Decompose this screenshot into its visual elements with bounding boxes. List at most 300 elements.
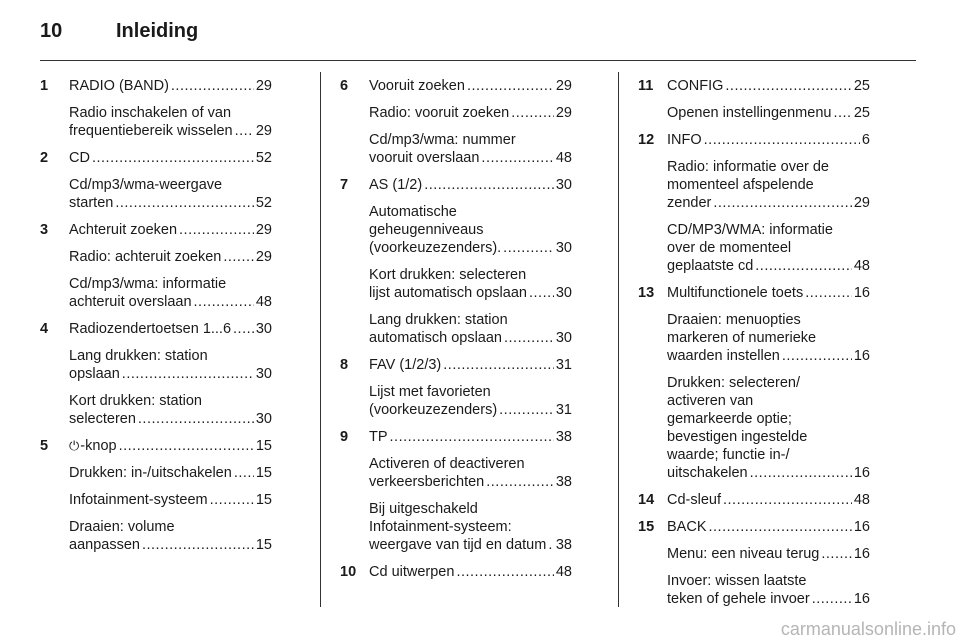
dot-leader <box>390 428 554 446</box>
entry-text: TP <box>369 429 388 445</box>
dot-leader <box>235 122 254 140</box>
entry-text: uitschakelen <box>667 465 748 481</box>
entry-number <box>638 311 667 365</box>
entry-line <box>69 464 272 482</box>
entry-line <box>369 77 572 95</box>
page-reference[interactable]: 30 <box>555 330 572 346</box>
page-reference[interactable]: 6 <box>861 132 870 148</box>
dot-leader <box>548 536 554 554</box>
page-reference[interactable]: 48 <box>853 492 870 508</box>
page-reference[interactable]: 31 <box>555 402 572 418</box>
dot-leader <box>704 131 860 149</box>
entry-number <box>40 518 69 554</box>
entry-body <box>69 347 272 383</box>
entry-line <box>369 563 572 581</box>
entry-line <box>667 491 870 509</box>
entry-text: Kort drukken: selecteren <box>369 267 527 283</box>
entry-number <box>40 275 69 311</box>
entry-number <box>638 104 667 122</box>
index-entry <box>340 500 572 554</box>
entry-line <box>667 311 870 329</box>
page-reference[interactable]: 29 <box>255 123 272 139</box>
entry-line <box>369 221 572 239</box>
dot-leader <box>115 194 254 212</box>
index-entry <box>340 266 572 302</box>
dot-leader <box>142 536 254 554</box>
entry-line <box>667 77 870 95</box>
entry-number: 4 <box>40 321 49 337</box>
index-entry <box>638 311 870 365</box>
entry-text: aanpassen <box>69 537 140 553</box>
page-reference[interactable]: 38 <box>555 474 572 490</box>
entry-line <box>667 329 870 347</box>
entry-text: Draaien: volume <box>69 519 175 535</box>
entry-line <box>667 158 870 176</box>
dot-leader <box>481 149 553 167</box>
entry-text: Radio: achteruit zoeken <box>69 249 222 265</box>
entry-text: CD/MP3/WMA: informatie <box>667 222 833 238</box>
entry-text: frequentiebereik wisselen <box>69 123 233 139</box>
entry-body <box>369 563 572 581</box>
entry-body <box>667 158 870 212</box>
page-reference[interactable]: 16 <box>853 546 870 562</box>
entry-line <box>369 203 572 221</box>
dot-leader <box>713 194 852 212</box>
entry-number: 3 <box>40 222 49 238</box>
entry-line <box>369 473 572 491</box>
index-entry <box>340 176 572 194</box>
entry-line <box>667 284 870 302</box>
entry-line <box>69 176 272 194</box>
entry-text: CD <box>69 150 90 166</box>
index-entry <box>340 455 572 491</box>
entry-text: over de momenteel <box>667 240 792 256</box>
page-reference[interactable]: 15 <box>255 492 272 508</box>
entry-line <box>667 257 870 275</box>
page-reference[interactable]: 25 <box>853 105 870 121</box>
dot-leader <box>504 329 554 347</box>
entry-line <box>69 518 272 536</box>
index-entry <box>340 356 572 374</box>
entry-line <box>369 356 572 374</box>
entry-text: markeren of numerieke <box>667 330 817 346</box>
entry-body <box>667 284 870 302</box>
entry-line <box>667 221 870 239</box>
index-entry <box>40 176 272 212</box>
entry-line <box>667 572 870 590</box>
header-rule <box>40 60 916 61</box>
entry-line <box>667 347 870 365</box>
entry-number <box>40 104 69 140</box>
dot-leader <box>424 176 554 194</box>
entry-number: 5 <box>40 438 49 454</box>
index-entry <box>638 491 870 509</box>
page-reference[interactable]: 30 <box>255 321 272 337</box>
dot-leader <box>833 104 851 122</box>
dot-leader <box>750 464 852 482</box>
page-reference[interactable]: 29 <box>255 249 272 265</box>
index-entry <box>638 104 870 122</box>
index-entry <box>40 149 272 167</box>
entry-text: Radio: informatie over de <box>667 159 829 175</box>
entry-number <box>40 464 69 482</box>
entry-body <box>667 311 870 365</box>
page-reference[interactable]: 31 <box>555 357 572 373</box>
entry-line <box>69 392 272 410</box>
entry-line <box>369 383 572 401</box>
dot-leader <box>709 518 852 536</box>
entry-text: verkeersberichten <box>369 474 485 490</box>
page-reference[interactable]: 16 <box>853 285 870 301</box>
entry-body <box>667 374 870 482</box>
page-reference[interactable]: 29 <box>853 195 870 211</box>
page-reference[interactable]: 16 <box>853 591 870 607</box>
dot-leader <box>223 248 254 266</box>
entry-line <box>369 311 572 329</box>
entry-line <box>369 455 572 473</box>
dot-leader <box>725 77 851 95</box>
entry-text: (voorkeuzezenders) <box>369 402 498 418</box>
page-title: Inleiding <box>116 20 199 42</box>
column-divider <box>320 72 321 607</box>
dot-leader <box>805 284 852 302</box>
entry-line <box>69 104 272 122</box>
entry-text: Radio inschakelen of van <box>69 105 232 121</box>
page-reference[interactable]: 38 <box>555 429 572 445</box>
dot-leader <box>821 545 852 563</box>
entry-line <box>69 293 272 311</box>
entry-number: 7 <box>340 177 349 193</box>
entry-line <box>667 194 870 212</box>
index-entry <box>638 131 870 149</box>
entry-line <box>667 239 870 257</box>
entry-line <box>369 239 572 257</box>
entry-text: gemarkeerde optie; <box>667 411 792 427</box>
index-entry <box>40 275 272 311</box>
entry-text: geheugenniveaus <box>369 222 484 238</box>
entry-body <box>667 518 870 536</box>
entry-text: Infotainment-systeem: <box>369 519 512 535</box>
page-reference[interactable]: 30 <box>555 177 572 193</box>
entry-number <box>40 491 69 509</box>
entry-body <box>369 356 572 374</box>
entry-body <box>667 104 870 122</box>
entry-text: zender <box>667 195 712 211</box>
dot-leader <box>782 347 852 365</box>
entry-text: RADIO (BAND) <box>69 78 169 94</box>
page-reference[interactable]: 15 <box>255 537 272 553</box>
entry-text: weergave van tijd en datum <box>369 537 547 553</box>
entry-body <box>369 500 572 554</box>
index-entry <box>40 320 272 338</box>
entry-text: bevestigen ingestelde <box>667 429 808 445</box>
entry-line <box>69 365 272 383</box>
entry-text: activeren van <box>667 393 754 409</box>
dot-leader <box>486 473 554 491</box>
dot-leader <box>233 320 254 338</box>
dot-leader <box>511 104 554 122</box>
index-entry <box>40 464 272 482</box>
entry-number: 13 <box>638 285 655 301</box>
entry-line <box>369 266 572 284</box>
entry-body <box>369 455 572 491</box>
index-entry <box>340 203 572 257</box>
entry-line <box>369 518 572 536</box>
entry-line <box>369 536 572 554</box>
entry-text: Cd/mp3/wma: informatie <box>69 276 227 292</box>
index-entry <box>40 104 272 140</box>
entry-body <box>69 275 272 311</box>
dot-leader <box>179 221 254 239</box>
dot-leader <box>171 77 254 95</box>
dot-leader <box>194 293 254 311</box>
entry-line <box>69 194 272 212</box>
page-reference[interactable]: 29 <box>555 105 572 121</box>
entry-line <box>667 464 870 482</box>
entry-line <box>369 104 572 122</box>
entry-body <box>69 176 272 212</box>
page-reference[interactable]: 29 <box>255 222 272 238</box>
index-entry <box>40 347 272 383</box>
page-reference[interactable]: 30 <box>555 240 572 256</box>
entry-body <box>69 464 272 482</box>
index-entry <box>40 437 272 455</box>
entry-line <box>667 590 870 608</box>
entry-line <box>369 401 572 419</box>
dot-leader <box>210 491 254 509</box>
page-reference[interactable]: 30 <box>255 411 272 427</box>
entry-text: Lang drukken: station <box>369 312 508 328</box>
entry-body <box>69 437 272 455</box>
entry-number: 2 <box>40 150 49 166</box>
entry-text: Openen instellingenmenu <box>667 105 832 121</box>
entry-body <box>667 491 870 509</box>
page-reference[interactable]: 15 <box>255 438 272 454</box>
entry-text: Radiozendertoetsen 1...6 <box>69 321 232 337</box>
entry-text: momenteel afspelende <box>667 177 814 193</box>
entry-text: Menu: een niveau terug <box>667 546 820 562</box>
entry-line <box>667 545 870 563</box>
entry-number <box>340 455 369 491</box>
entry-body <box>69 518 272 554</box>
dot-leader <box>499 401 554 419</box>
index-column-3 <box>638 77 870 617</box>
page-reference[interactable]: 16 <box>853 519 870 535</box>
entry-line <box>369 284 572 302</box>
entry-number <box>638 572 667 608</box>
entry-text: Cd uitwerpen <box>369 564 455 580</box>
entry-text: FAV (1/2/3) <box>369 357 442 373</box>
entry-body <box>667 221 870 275</box>
entry-number <box>40 248 69 266</box>
entry-number <box>638 374 667 482</box>
page-header <box>40 20 916 48</box>
entry-number <box>40 392 69 428</box>
entry-text: CONFIG <box>667 78 724 94</box>
entry-text: BACK <box>667 519 707 535</box>
index-entry <box>40 248 272 266</box>
dot-leader <box>456 563 553 581</box>
entry-number: 14 <box>638 492 655 508</box>
index-entry <box>340 131 572 167</box>
entry-line <box>69 77 272 95</box>
entry-number: 1 <box>40 78 49 94</box>
entry-body <box>369 77 572 95</box>
entry-text: achteruit overslaan <box>69 294 192 310</box>
index-entry <box>340 77 572 95</box>
entry-text: Cd/mp3/wma: nummer <box>369 132 516 148</box>
entry-body <box>667 545 870 563</box>
entry-number: 11 <box>638 78 654 94</box>
entry-text: Drukken: in-/uitschakelen <box>69 465 232 481</box>
entry-text: AS (1/2) <box>369 177 423 193</box>
entry-text: waarde; functie in-/ <box>667 447 790 463</box>
entry-number <box>340 500 369 554</box>
entry-text: waarden instellen <box>667 348 780 364</box>
page-reference[interactable]: 15 <box>255 465 272 481</box>
entry-number: 12 <box>638 132 655 148</box>
page-reference[interactable]: 48 <box>555 150 572 166</box>
entry-line <box>69 122 272 140</box>
entry-body <box>667 77 870 95</box>
index-entry <box>638 77 870 95</box>
entry-body <box>69 221 272 239</box>
power-icon: ⏻ <box>69 438 80 453</box>
page-reference[interactable]: 16 <box>853 348 870 364</box>
index-entry <box>638 572 870 608</box>
entry-number: 9 <box>340 429 349 445</box>
entry-number <box>638 221 667 275</box>
column-divider <box>618 72 619 607</box>
index-entry <box>638 158 870 212</box>
page-reference[interactable]: 29 <box>255 78 272 94</box>
entry-line <box>69 149 272 167</box>
entry-text: Invoer: wissen laatste <box>667 573 807 589</box>
entry-number <box>340 203 369 257</box>
page-reference[interactable]: 48 <box>255 294 272 310</box>
entry-body <box>69 320 272 338</box>
entry-line <box>369 176 572 194</box>
entry-text: Activeren of deactiveren <box>369 456 525 472</box>
entry-line <box>69 491 272 509</box>
page-reference[interactable]: 52 <box>255 150 272 166</box>
entry-text: Multifunctionele toets <box>667 285 804 301</box>
entry-line <box>69 320 272 338</box>
entry-number: 8 <box>340 357 349 373</box>
entry-text: Lijst met favorieten <box>369 384 491 400</box>
entry-line <box>667 518 870 536</box>
index-entry <box>340 311 572 347</box>
entry-number: 6 <box>340 78 349 94</box>
index-entry <box>340 104 572 122</box>
index-entry <box>40 392 272 428</box>
entry-text: Bij uitgeschakeld <box>369 501 478 517</box>
index-entry <box>638 221 870 275</box>
entry-number <box>638 545 667 563</box>
dot-leader <box>119 437 254 455</box>
dot-leader <box>529 284 554 302</box>
entry-body <box>369 104 572 122</box>
entry-number: 10 <box>340 564 357 580</box>
page-reference[interactable]: 38 <box>555 537 572 553</box>
entry-number <box>40 176 69 212</box>
entry-line <box>369 131 572 149</box>
entry-body <box>69 392 272 428</box>
entry-text: automatisch opslaan <box>369 330 502 346</box>
page-reference[interactable]: 16 <box>853 465 870 481</box>
dot-leader <box>443 356 554 374</box>
page-reference[interactable]: 30 <box>255 366 272 382</box>
entry-text: vooruit overslaan <box>369 150 480 166</box>
index-entry <box>340 563 572 581</box>
entry-text: Drukken: selecteren/ <box>667 375 800 391</box>
page-reference[interactable]: 48 <box>853 258 870 274</box>
entry-text: Kort drukken: station <box>69 393 202 409</box>
entry-text: selecteren <box>69 411 136 427</box>
entry-line <box>667 104 870 122</box>
index-column-1 <box>40 77 272 563</box>
index-entry <box>40 491 272 509</box>
entry-body <box>369 266 572 302</box>
dot-leader <box>812 590 852 608</box>
entry-text: lijst automatisch opslaan <box>369 285 527 301</box>
entry-number <box>340 383 369 419</box>
entry-line <box>69 437 272 455</box>
entry-line <box>667 392 870 410</box>
page-reference[interactable]: 30 <box>555 285 572 301</box>
entry-line <box>69 248 272 266</box>
page-reference[interactable]: 48 <box>555 564 572 580</box>
index-entry <box>40 77 272 95</box>
entry-number <box>340 311 369 347</box>
entry-number <box>340 104 369 122</box>
entry-text: Radio: vooruit zoeken <box>369 105 510 121</box>
dot-leader <box>92 149 254 167</box>
entry-text: Draaien: menuopties <box>667 312 801 328</box>
page-reference[interactable]: 29 <box>555 78 572 94</box>
entry-body <box>69 149 272 167</box>
entry-text: Infotainment-systeem <box>69 492 208 508</box>
entry-body <box>667 572 870 608</box>
entry-text: Achteruit zoeken <box>69 222 178 238</box>
entry-line <box>667 428 870 446</box>
entry-line <box>369 500 572 518</box>
dot-leader <box>467 77 554 95</box>
entry-body <box>667 131 870 149</box>
entry-line <box>667 410 870 428</box>
entry-text: geplaatste cd <box>667 258 754 274</box>
watermark: carmanualsonline.info <box>780 619 956 639</box>
page-reference[interactable]: 25 <box>853 78 870 94</box>
entry-text: opslaan <box>69 366 120 382</box>
entry-body <box>369 311 572 347</box>
entry-text: Cd-sleuf <box>667 492 721 508</box>
entry-body <box>369 383 572 419</box>
page-number: 10 <box>40 20 63 42</box>
entry-line <box>69 347 272 365</box>
dot-leader <box>234 464 254 482</box>
entry-number: 15 <box>638 519 655 535</box>
entry-number <box>40 347 69 383</box>
index-column-2 <box>340 77 572 590</box>
entry-text: teken of gehele invoer <box>667 591 810 607</box>
page-reference[interactable]: 52 <box>255 195 272 211</box>
dot-leader <box>122 365 254 383</box>
entry-body <box>69 104 272 140</box>
entry-body <box>69 77 272 95</box>
entry-line <box>369 149 572 167</box>
index-entry <box>638 374 870 482</box>
